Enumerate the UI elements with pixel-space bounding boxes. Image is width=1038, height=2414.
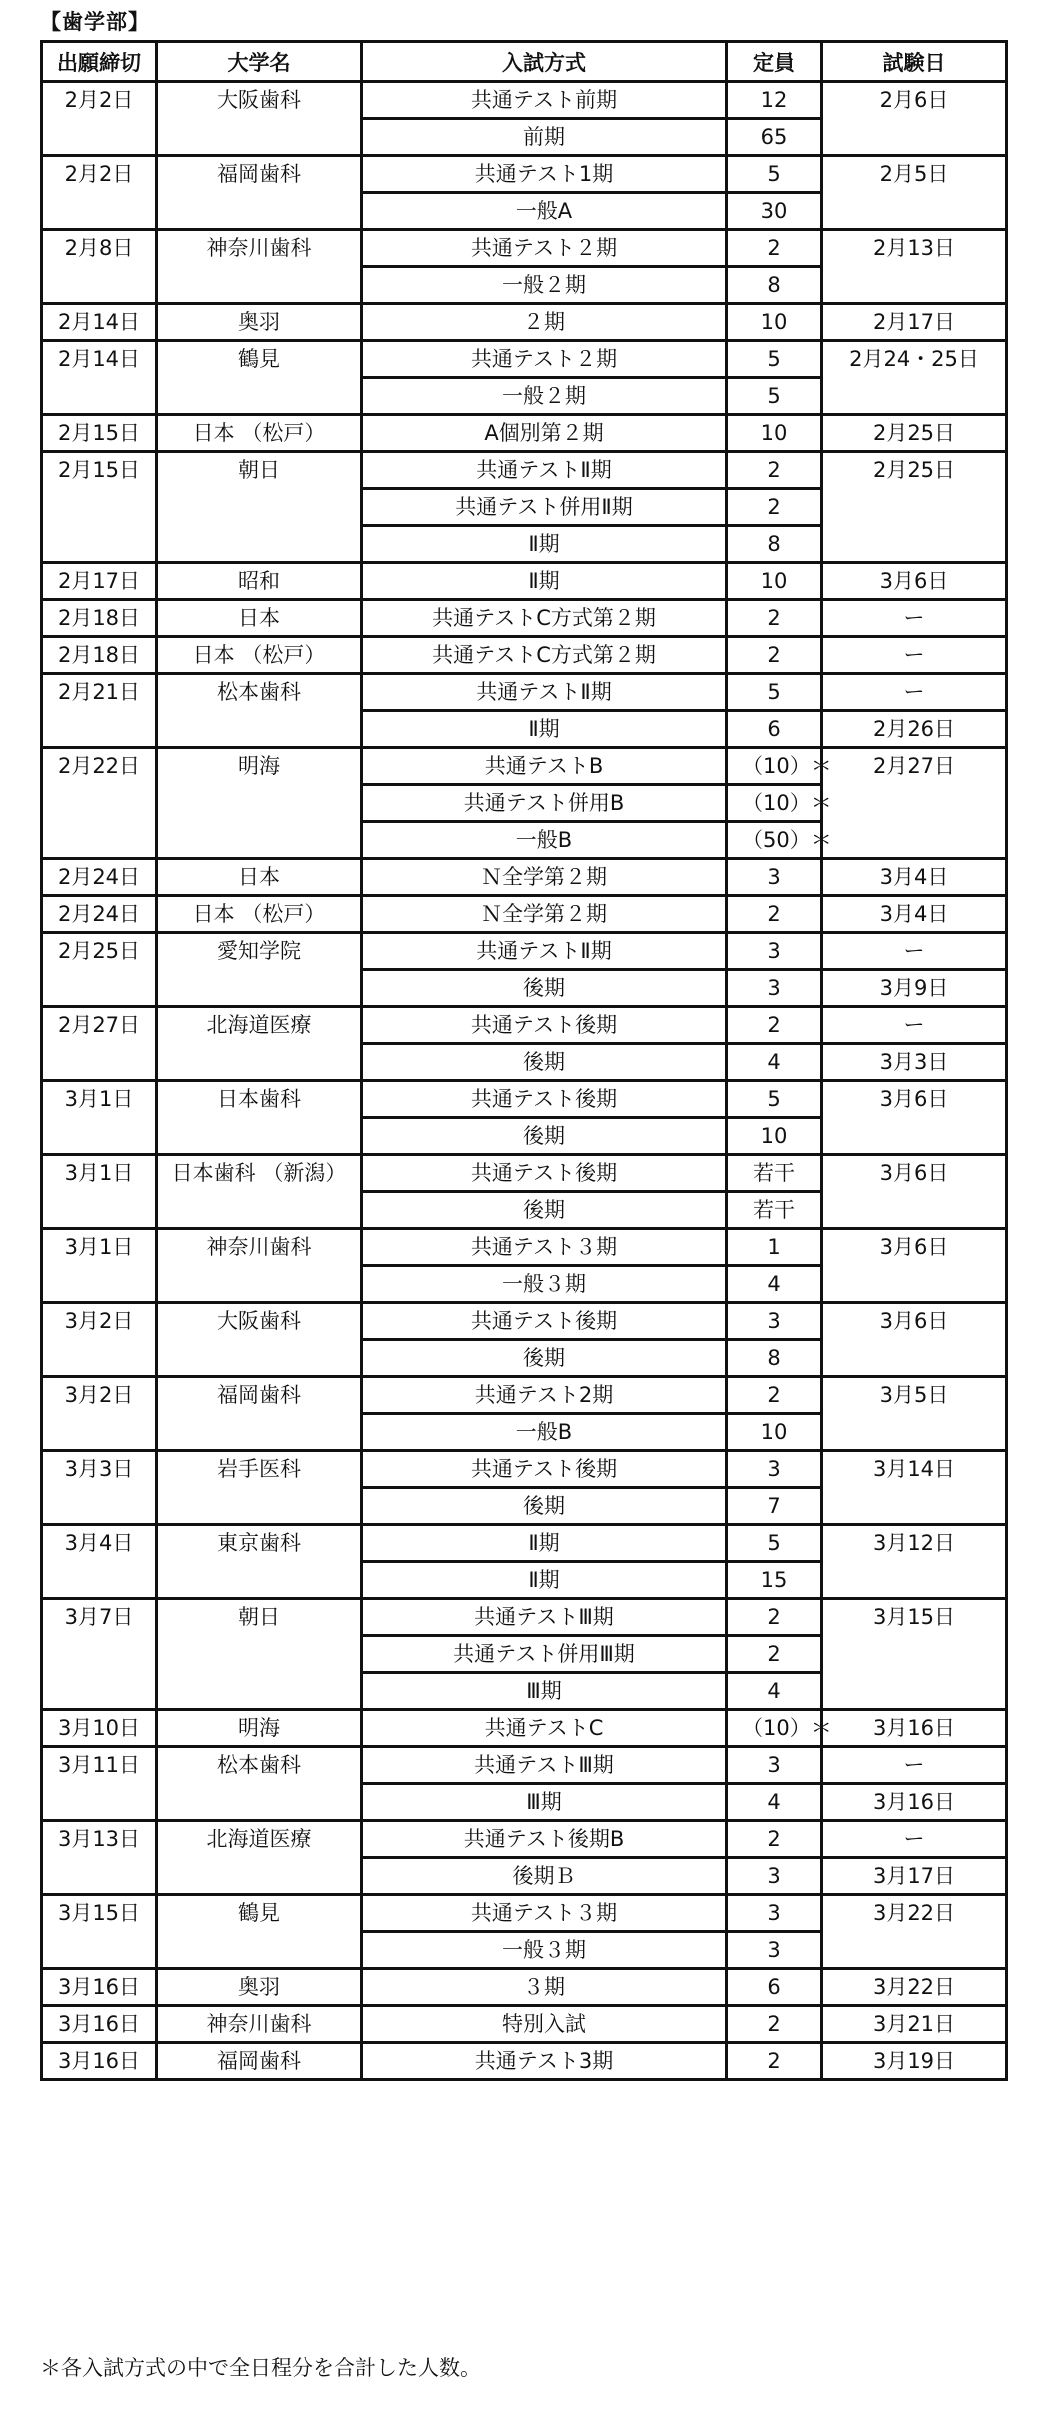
method-cell: 共通テストⅡ期 <box>362 933 727 970</box>
method-cell: 一般２期 <box>362 267 727 304</box>
method-cell: 共通テストⅡ期 <box>362 452 727 489</box>
quota-cell: 4 <box>727 1044 822 1081</box>
deadline-cell: 2月18日 <box>42 600 157 637</box>
table-row <box>42 637 1007 674</box>
quota-cell: 3 <box>727 1451 822 1488</box>
quota-cell: （10）＊ <box>727 785 822 822</box>
method-cell: 後期 <box>362 1488 727 1525</box>
method-cell: 後期 <box>362 1192 727 1229</box>
quota-cell: 2 <box>727 2043 822 2080</box>
exam-date-cell: 3月9日 <box>822 970 1007 1007</box>
method-cell: 共通テスト後期 <box>362 1451 727 1488</box>
quota-cell: 若干 <box>727 1155 822 1192</box>
quota-cell: 3 <box>727 1858 822 1895</box>
deadline-cell: 3月1日 <box>42 1081 157 1155</box>
quota-cell: 3 <box>727 933 822 970</box>
table-row <box>42 1303 1007 1340</box>
method-cell: 共通テストB <box>362 748 727 785</box>
method-cell: 共通テスト２期 <box>362 341 727 378</box>
method-cell: 一般A <box>362 193 727 230</box>
exam-date-cell: 3月6日 <box>822 1303 1007 1377</box>
quota-cell: 8 <box>727 526 822 563</box>
university-cell: 福岡歯科 <box>157 2043 362 2080</box>
method-cell: 後期 <box>362 970 727 1007</box>
quota-cell: 2 <box>727 600 822 637</box>
university-cell: 北海道医療 <box>157 1821 362 1895</box>
quota-cell: 7 <box>727 1488 822 1525</box>
exam-date-cell: 3月21日 <box>822 2006 1007 2043</box>
university-cell: 日本 （松戸） <box>157 896 362 933</box>
deadline-cell: 2月14日 <box>42 341 157 415</box>
table-row <box>42 563 1007 600</box>
table-row <box>42 82 1007 119</box>
method-cell: 共通テスト２期 <box>362 230 727 267</box>
quota-cell: 1 <box>727 1229 822 1266</box>
method-cell: 共通テスト３期 <box>362 1229 727 1266</box>
exam-date-cell: 3月14日 <box>822 1451 1007 1525</box>
method-cell: 共通テストⅢ期 <box>362 1599 727 1636</box>
quota-cell: 2 <box>727 1377 822 1414</box>
deadline-cell: 2月24日 <box>42 896 157 933</box>
deadline-cell: 3月11日 <box>42 1747 157 1821</box>
table-row <box>42 415 1007 452</box>
exam-date-cell: 3月6日 <box>822 1155 1007 1229</box>
exam-date-cell: 3月15日 <box>822 1599 1007 1710</box>
quota-cell: （10）＊ <box>727 1710 822 1747</box>
header-row <box>42 42 1007 82</box>
exam-date-cell: 3月12日 <box>822 1525 1007 1599</box>
deadline-cell: 3月7日 <box>42 1599 157 1710</box>
quota-cell: 2 <box>727 637 822 674</box>
exam-date-cell: 3月4日 <box>822 896 1007 933</box>
university-cell: 日本歯科 <box>157 1081 362 1155</box>
exam-date-cell: 3月16日 <box>822 1784 1007 1821</box>
deadline-cell: 2月18日 <box>42 637 157 674</box>
deadline-cell: 3月16日 <box>42 2006 157 2043</box>
exam-date-cell: ー <box>822 933 1007 970</box>
university-cell: 日本 <box>157 859 362 896</box>
table-row <box>42 859 1007 896</box>
exam-date-cell: ー <box>822 637 1007 674</box>
method-cell: Ｎ全学第２期 <box>362 896 727 933</box>
quota-cell: 10 <box>727 304 822 341</box>
header-university: 大学名 <box>157 42 362 82</box>
university-cell: 日本 <box>157 600 362 637</box>
method-cell: 後期 <box>362 1340 727 1377</box>
quota-cell: 8 <box>727 1340 822 1377</box>
table-row <box>42 452 1007 489</box>
footnote: ＊各入試方式の中で全日程分を合計した人数。 <box>40 2356 481 2380</box>
quota-cell: 3 <box>727 970 822 1007</box>
table-row <box>42 1155 1007 1192</box>
quota-cell: 3 <box>727 1747 822 1784</box>
table-row <box>42 1969 1007 2006</box>
quota-cell: 2 <box>727 230 822 267</box>
university-cell: 奥羽 <box>157 1969 362 2006</box>
quota-cell: 10 <box>727 563 822 600</box>
table-row <box>42 1229 1007 1266</box>
quota-cell: 12 <box>727 82 822 119</box>
quota-cell: 2 <box>727 452 822 489</box>
exam-date-cell: 3月6日 <box>822 1081 1007 1155</box>
method-cell: 前期 <box>362 119 727 156</box>
quota-cell: 15 <box>727 1562 822 1599</box>
method-cell: 共通テストC方式第２期 <box>362 637 727 674</box>
method-cell: 共通テストC方式第２期 <box>362 600 727 637</box>
university-cell: 北海道医療 <box>157 1007 362 1081</box>
method-cell: 一般B <box>362 1414 727 1451</box>
method-cell: 共通テスト３期 <box>362 1895 727 1932</box>
table-row <box>42 1747 1007 1784</box>
exam-date-cell: 2月25日 <box>822 452 1007 563</box>
deadline-cell: 2月17日 <box>42 563 157 600</box>
method-cell: 共通テスト後期 <box>362 1155 727 1192</box>
quota-cell: 2 <box>727 489 822 526</box>
quota-cell: 6 <box>727 711 822 748</box>
exam-date-cell: 2月27日 <box>822 748 1007 859</box>
method-cell: 共通テスト3期 <box>362 2043 727 2080</box>
deadline-cell: 3月3日 <box>42 1451 157 1525</box>
deadline-cell: 3月1日 <box>42 1229 157 1303</box>
exam-date-cell: 3月3日 <box>822 1044 1007 1081</box>
table-row <box>42 1081 1007 1118</box>
exam-date-cell: 3月19日 <box>822 2043 1007 2080</box>
quota-cell: 2 <box>727 2006 822 2043</box>
quota-cell: 5 <box>727 674 822 711</box>
exam-date-cell: 3月17日 <box>822 1858 1007 1895</box>
method-cell: 一般３期 <box>362 1932 727 1969</box>
deadline-cell: 2月22日 <box>42 748 157 859</box>
deadline-cell: 2月21日 <box>42 674 157 748</box>
table-row <box>42 341 1007 378</box>
table-row <box>42 1451 1007 1488</box>
quota-cell: 8 <box>727 267 822 304</box>
university-cell: 明海 <box>157 748 362 859</box>
section-title: 【歯学部】 <box>40 10 150 34</box>
table-row <box>42 2006 1007 2043</box>
university-cell: 福岡歯科 <box>157 156 362 230</box>
method-cell: 後期Ｂ <box>362 1858 727 1895</box>
exam-date-cell: 2月26日 <box>822 711 1007 748</box>
university-cell: 神奈川歯科 <box>157 230 362 304</box>
university-cell: 朝日 <box>157 1599 362 1710</box>
quota-cell: 2 <box>727 1821 822 1858</box>
method-cell: Ⅲ期 <box>362 1673 727 1710</box>
method-cell: 共通テスト2期 <box>362 1377 727 1414</box>
deadline-cell: 2月8日 <box>42 230 157 304</box>
exam-date-cell: 2月13日 <box>822 230 1007 304</box>
university-cell: 明海 <box>157 1710 362 1747</box>
university-cell: 鶴見 <box>157 1895 362 1969</box>
deadline-cell: 3月10日 <box>42 1710 157 1747</box>
university-cell: 大阪歯科 <box>157 1303 362 1377</box>
exam-date-cell: 2月17日 <box>822 304 1007 341</box>
method-cell: Ⅱ期 <box>362 526 727 563</box>
method-cell: A個別第２期 <box>362 415 727 452</box>
method-cell: 共通テストC <box>362 1710 727 1747</box>
quota-cell: 3 <box>727 1303 822 1340</box>
method-cell: Ｎ全学第２期 <box>362 859 727 896</box>
deadline-cell: 2月24日 <box>42 859 157 896</box>
university-cell: 愛知学院 <box>157 933 362 1007</box>
deadline-cell: 2月15日 <box>42 452 157 563</box>
deadline-cell: 3月13日 <box>42 1821 157 1895</box>
university-cell: 福岡歯科 <box>157 1377 362 1451</box>
table-row <box>42 2043 1007 2080</box>
method-cell: 一般B <box>362 822 727 859</box>
exam-date-cell: ー <box>822 1821 1007 1858</box>
method-cell: 共通テストⅡ期 <box>362 674 727 711</box>
method-cell: 共通テスト後期B <box>362 1821 727 1858</box>
deadline-cell: 3月16日 <box>42 1969 157 2006</box>
quota-cell: 3 <box>727 1932 822 1969</box>
deadline-cell: 3月1日 <box>42 1155 157 1229</box>
quota-cell: 65 <box>727 119 822 156</box>
deadline-cell: 2月2日 <box>42 156 157 230</box>
exam-date-cell: 2月5日 <box>822 156 1007 230</box>
exam-date-cell: 3月5日 <box>822 1377 1007 1451</box>
quota-cell: 10 <box>727 1414 822 1451</box>
method-cell: 共通テスト前期 <box>362 82 727 119</box>
deadline-cell: 2月27日 <box>42 1007 157 1081</box>
method-cell: 共通テスト後期 <box>362 1007 727 1044</box>
quota-cell: 5 <box>727 341 822 378</box>
university-cell: 東京歯科 <box>157 1525 362 1599</box>
exam-date-cell: 2月24・25日 <box>822 341 1007 415</box>
method-cell: Ⅱ期 <box>362 711 727 748</box>
exam-date-cell: 3月16日 <box>822 1710 1007 1747</box>
quota-cell: 2 <box>727 1599 822 1636</box>
method-cell: ３期 <box>362 1969 727 2006</box>
quota-cell: 10 <box>727 1118 822 1155</box>
method-cell: 共通テスト1期 <box>362 156 727 193</box>
university-cell: 松本歯科 <box>157 1747 362 1821</box>
exam-date-cell: 3月22日 <box>822 1969 1007 2006</box>
exam-date-cell: ー <box>822 1747 1007 1784</box>
method-cell: 後期 <box>362 1118 727 1155</box>
header-deadline: 出願締切 <box>42 42 157 82</box>
exam-date-cell: 3月4日 <box>822 859 1007 896</box>
deadline-cell: 2月2日 <box>42 82 157 156</box>
method-cell: 後期 <box>362 1044 727 1081</box>
university-cell: 日本 （松戸） <box>157 637 362 674</box>
quota-cell: （50）＊ <box>727 822 822 859</box>
table-row <box>42 1525 1007 1562</box>
deadline-cell: 3月16日 <box>42 2043 157 2080</box>
table-row <box>42 230 1007 267</box>
university-cell: 鶴見 <box>157 341 362 415</box>
table-row <box>42 1821 1007 1858</box>
quota-cell: 4 <box>727 1673 822 1710</box>
university-cell: 奥羽 <box>157 304 362 341</box>
university-cell: 昭和 <box>157 563 362 600</box>
quota-cell: 5 <box>727 378 822 415</box>
university-cell: 日本 （松戸） <box>157 415 362 452</box>
exam-date-cell: 2月6日 <box>822 82 1007 156</box>
quota-cell: 4 <box>727 1784 822 1821</box>
method-cell: Ⅲ期 <box>362 1784 727 1821</box>
header-exam-date: 試験日 <box>822 42 1007 82</box>
deadline-cell: 2月14日 <box>42 304 157 341</box>
method-cell: 共通テスト併用B <box>362 785 727 822</box>
quota-cell: 10 <box>727 415 822 452</box>
university-cell: 日本歯科 （新潟） <box>157 1155 362 1229</box>
method-cell: 共通テスト後期 <box>362 1303 727 1340</box>
exam-date-cell: 3月6日 <box>822 1229 1007 1303</box>
university-cell: 朝日 <box>157 452 362 563</box>
method-cell: 共通テストⅢ期 <box>362 1747 727 1784</box>
table-row <box>42 1599 1007 1636</box>
method-cell: 一般３期 <box>362 1266 727 1303</box>
method-cell: 一般２期 <box>362 378 727 415</box>
quota-cell: （10）＊ <box>727 748 822 785</box>
exam-date-cell: ー <box>822 600 1007 637</box>
quota-cell: 6 <box>727 1969 822 2006</box>
deadline-cell: 2月15日 <box>42 415 157 452</box>
university-cell: 松本歯科 <box>157 674 362 748</box>
table-row <box>42 896 1007 933</box>
table-row <box>42 748 1007 785</box>
table-row <box>42 1377 1007 1414</box>
method-cell: 特別入試 <box>362 2006 727 2043</box>
university-cell: 神奈川歯科 <box>157 2006 362 2043</box>
exam-schedule-table <box>40 40 1008 2081</box>
method-cell: 共通テスト後期 <box>362 1081 727 1118</box>
table-row <box>42 933 1007 970</box>
header-quota: 定員 <box>727 42 822 82</box>
quota-cell: 2 <box>727 896 822 933</box>
method-cell: Ⅱ期 <box>362 1525 727 1562</box>
university-cell: 神奈川歯科 <box>157 1229 362 1303</box>
header-method: 入試方式 <box>362 42 727 82</box>
method-cell: 共通テスト併用Ⅲ期 <box>362 1636 727 1673</box>
deadline-cell: 3月2日 <box>42 1377 157 1451</box>
exam-date-cell: 3月6日 <box>822 563 1007 600</box>
deadline-cell: 3月2日 <box>42 1303 157 1377</box>
table-row <box>42 1710 1007 1747</box>
quota-cell: 2 <box>727 1636 822 1673</box>
quota-cell: 4 <box>727 1266 822 1303</box>
deadline-cell: 2月25日 <box>42 933 157 1007</box>
exam-date-cell: ー <box>822 674 1007 711</box>
method-cell: 共通テスト併用Ⅱ期 <box>362 489 727 526</box>
table-row <box>42 674 1007 711</box>
method-cell: Ⅱ期 <box>362 1562 727 1599</box>
quota-cell: 5 <box>727 156 822 193</box>
table-row <box>42 1895 1007 1932</box>
quota-cell: 3 <box>727 859 822 896</box>
table-body <box>42 82 1007 2080</box>
deadline-cell: 3月4日 <box>42 1525 157 1599</box>
quota-cell: 2 <box>727 1007 822 1044</box>
table-row <box>42 304 1007 341</box>
table-row <box>42 1007 1007 1044</box>
table-row <box>42 156 1007 193</box>
university-cell: 岩手医科 <box>157 1451 362 1525</box>
university-cell: 大阪歯科 <box>157 82 362 156</box>
exam-date-cell: 3月22日 <box>822 1895 1007 1969</box>
method-cell: Ⅱ期 <box>362 563 727 600</box>
quota-cell: 5 <box>727 1525 822 1562</box>
method-cell: ２期 <box>362 304 727 341</box>
deadline-cell: 3月15日 <box>42 1895 157 1969</box>
exam-date-cell: 2月25日 <box>822 415 1007 452</box>
quota-cell: 5 <box>727 1081 822 1118</box>
table-row <box>42 600 1007 637</box>
quota-cell: 3 <box>727 1895 822 1932</box>
quota-cell: 若干 <box>727 1192 822 1229</box>
quota-cell: 30 <box>727 193 822 230</box>
exam-date-cell: ー <box>822 1007 1007 1044</box>
